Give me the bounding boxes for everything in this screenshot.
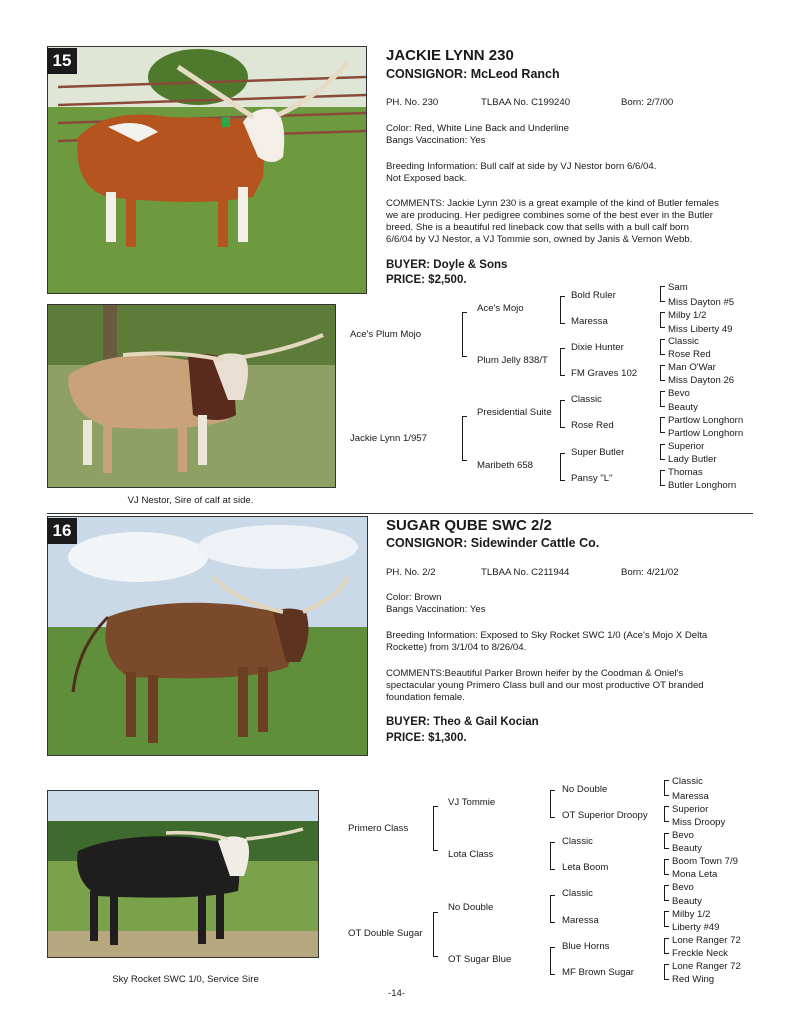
pedigree-gen4: Miss Dayton #5	[668, 297, 735, 308]
lot16-photo-caption: Sky Rocket SWC 1/0, Service Sire	[112, 974, 259, 985]
lot16-buyer: BUYER: Theo & Gail Kocian	[386, 716, 539, 728]
lot15-breeding-line-1: Breeding Information: Bull calf at side by VJ Nestor born 6/6/04.	[386, 161, 657, 172]
lot16-bangs: Bangs Vaccination: Yes	[386, 604, 486, 615]
lot16-ph-number: PH. No. 2/2	[386, 567, 436, 578]
pedigree-gen4: Lady Butler	[668, 454, 717, 465]
lot16-birth-date: Born: 4/21/02	[621, 567, 679, 578]
pedigree-gen4: Partlow Longhorn	[668, 428, 744, 439]
pedigree-gen4: Sam	[668, 282, 688, 293]
pedigree-gen4: Man O'War	[668, 362, 716, 373]
lot16-price: PRICE: $1,300.	[386, 732, 467, 744]
pedigree-bracket	[433, 912, 438, 957]
pedigree-bracket	[550, 947, 555, 975]
pedigree-gen2: OT Sugar Blue	[448, 954, 512, 965]
lot15-color: Color: Red, White Line Back and Underline	[386, 123, 569, 134]
lot-number-badge: 16	[47, 518, 77, 544]
pedigree-gen2: Presidential Suite	[477, 407, 552, 418]
pedigree-bracket	[664, 938, 669, 954]
lot16-comments-line: spectacular young Primero Class bull and our most productive OT branded	[386, 680, 704, 691]
pedigree-bracket	[550, 842, 555, 870]
pedigree-bracket	[560, 296, 565, 324]
pedigree-gen4: Rose Red	[668, 349, 711, 360]
lot15-main-photo	[47, 46, 367, 294]
pedigree-gen3: Rose Red	[571, 420, 614, 431]
pedigree-bracket	[664, 833, 669, 849]
pedigree-gen4: Lone Ranger 72	[672, 961, 741, 972]
lot15-photo-caption: VJ Nestor, Sire of calf at side.	[127, 495, 254, 506]
pedigree-gen4: Bevo	[668, 388, 690, 399]
pedigree-gen4: Beauty	[672, 896, 702, 907]
pedigree-gen4: Classic	[672, 776, 703, 787]
pedigree-bracket	[660, 365, 665, 381]
pedigree-gen4: Miss Dayton 26	[668, 375, 735, 386]
pedigree-gen2: Lota Class	[448, 849, 494, 860]
lot15-sire-photo	[47, 304, 336, 488]
pedigree-gen2: Plum Jelly 838/T	[477, 355, 548, 366]
pedigree-gen3: Blue Horns	[562, 941, 610, 952]
pedigree-gen3: Dixie Hunter	[571, 342, 624, 353]
pedigree-gen4: Beauty	[668, 402, 698, 413]
pedigree-gen3: Leta Boom	[562, 862, 609, 873]
pedigree-gen3: Classic	[562, 836, 593, 847]
pedigree-gen4: Lone Ranger 72	[672, 935, 741, 946]
pedigree-gen3: Maressa	[562, 915, 599, 926]
section-divider	[47, 513, 753, 514]
pedigree-gen4: Bevo	[672, 882, 694, 893]
pedigree-gen3: Bold Ruler	[571, 290, 616, 301]
lot16-breeding-line-2: Rockette) from 3/1/04 to 8/26/04.	[386, 642, 527, 653]
lot15-birth-date: Born: 2/7/00	[621, 97, 674, 108]
lot16-color: Color: Brown	[386, 592, 442, 603]
pedigree-gen4: Freckle Neck	[672, 948, 728, 959]
pedigree-bracket	[560, 348, 565, 376]
pedigree-bracket	[660, 339, 665, 355]
pedigree-gen4: Liberty #49	[672, 922, 720, 933]
pedigree-bracket	[560, 400, 565, 428]
pedigree-bracket	[664, 885, 669, 901]
pedigree-gen4: Boom Town 7/9	[672, 856, 738, 867]
pedigree-gen3: OT Superior Droopy	[562, 810, 648, 821]
pedigree-gen4: Thomas	[668, 467, 703, 478]
pedigree-bracket	[660, 286, 665, 302]
pedigree-gen4: Miss Liberty 49	[668, 324, 733, 335]
pedigree-gen4: Milby 1/2	[668, 310, 707, 321]
pedigree-gen2: No Double	[448, 902, 494, 913]
pedigree-gen3: Maressa	[571, 316, 608, 327]
pedigree-dam: OT Double Sugar	[348, 928, 423, 939]
pedigree-gen2: VJ Tommie	[448, 797, 496, 808]
lot-number-badge: 15	[47, 48, 77, 74]
pedigree-gen4: Classic	[668, 336, 699, 347]
pedigree-bracket	[660, 444, 665, 460]
lot15-bangs: Bangs Vaccination: Yes	[386, 135, 486, 146]
lot16-main-photo	[47, 516, 368, 756]
lot15-buyer: BUYER: Doyle & Sons	[386, 259, 508, 271]
pedigree-bracket	[560, 453, 565, 481]
lot15-comments-line: 6/6/04 by VJ Nestor, a VJ Tommie son, owned by Janis & Vernon Webb.	[386, 234, 693, 245]
lot16-breeding-line-1: Breeding Information: Exposed to Sky Rocket SWC 1/0 (Ace's Mojo X Delta	[386, 630, 708, 641]
pedigree-gen4: Milby 1/2	[672, 909, 711, 920]
pedigree-gen4: Superior	[672, 804, 709, 815]
pedigree-gen4: Superior	[668, 441, 705, 452]
pedigree-gen4: Partlow Longhorn	[668, 415, 744, 426]
pedigree-gen2: Ace's Mojo	[477, 303, 524, 314]
pedigree-bracket	[550, 895, 555, 923]
pedigree-gen3: Classic	[562, 888, 593, 899]
lot15-ph-number: PH. No. 230	[386, 97, 439, 108]
pedigree-bracket	[462, 312, 467, 357]
pedigree-gen2: Maribeth 658	[477, 460, 533, 471]
pedigree-gen4: Mona Leta	[672, 869, 718, 880]
pedigree-bracket	[462, 416, 467, 461]
pedigree-gen3: MF Brown Sugar	[562, 967, 634, 978]
pedigree-bracket	[660, 417, 665, 433]
lot15-title: JACKIE LYNN 230	[386, 47, 514, 64]
pedigree-sire: Primero Class	[348, 823, 409, 834]
pedigree-bracket	[664, 859, 669, 875]
pedigree-bracket	[660, 312, 665, 328]
lot15-comments-line: breed. She is a beautiful red lineback cow that sells with a bull calf born	[386, 222, 689, 233]
pedigree-gen4: Maressa	[672, 791, 709, 802]
pedigree-gen3: Pansy "L"	[571, 473, 613, 484]
lot16-service-sire-photo	[47, 790, 319, 958]
pedigree-gen3: Classic	[571, 394, 602, 405]
lot15-price: PRICE: $2,500.	[386, 274, 467, 286]
pedigree-bracket	[660, 391, 665, 407]
lot15-breeding-line-2: Not Exposed back.	[386, 173, 467, 184]
lot16-consignor: CONSIGNOR: Sidewinder Cattle Co.	[386, 536, 600, 550]
lot16-tlbaa-number: TLBAA No. C211944	[481, 567, 570, 578]
pedigree-bracket	[664, 964, 669, 980]
pedigree-gen4: Beauty	[672, 843, 702, 854]
lot15-comments-line: COMMENTS: Jackie Lynn 230 is a great example of the kind of Butler females	[386, 198, 719, 209]
pedigree-dam: Jackie Lynn 1/957	[350, 433, 427, 444]
lot16-comments-line: foundation female.	[386, 692, 465, 703]
pedigree-gen4: Miss Droopy	[672, 817, 726, 828]
pedigree-bracket	[664, 780, 669, 796]
pedigree-bracket	[664, 806, 669, 822]
pedigree-bracket	[660, 470, 665, 486]
pedigree-sire: Ace's Plum Mojo	[350, 329, 422, 340]
pedigree-bracket	[550, 790, 555, 818]
lot16-comments-line: COMMENTS:Beautiful Parker Brown heifer by the Coodman & Oniel's	[386, 668, 684, 679]
lot15-comments-line: we are producing. Her pedigree combines some of the best ever in the Butler	[386, 210, 713, 221]
lot15-tlbaa-number: TLBAA No. C199240	[481, 97, 571, 108]
pedigree-gen3: Super Butler	[571, 447, 625, 458]
pedigree-bracket	[664, 911, 669, 927]
lot15-consignor: CONSIGNOR: McLeod Ranch	[386, 67, 560, 81]
pedigree-gen3: No Double	[562, 784, 608, 795]
pedigree-gen4: Bevo	[672, 830, 694, 841]
pedigree-gen4: Red Wing	[672, 974, 715, 985]
pedigree-gen3: FM Graves 102	[571, 368, 638, 379]
pedigree-gen4: Butler Longhorn	[668, 480, 737, 491]
lot16-title: SUGAR QUBE SWC 2/2	[386, 517, 552, 534]
pedigree-bracket	[433, 806, 438, 851]
page-number: -14-	[388, 988, 406, 999]
